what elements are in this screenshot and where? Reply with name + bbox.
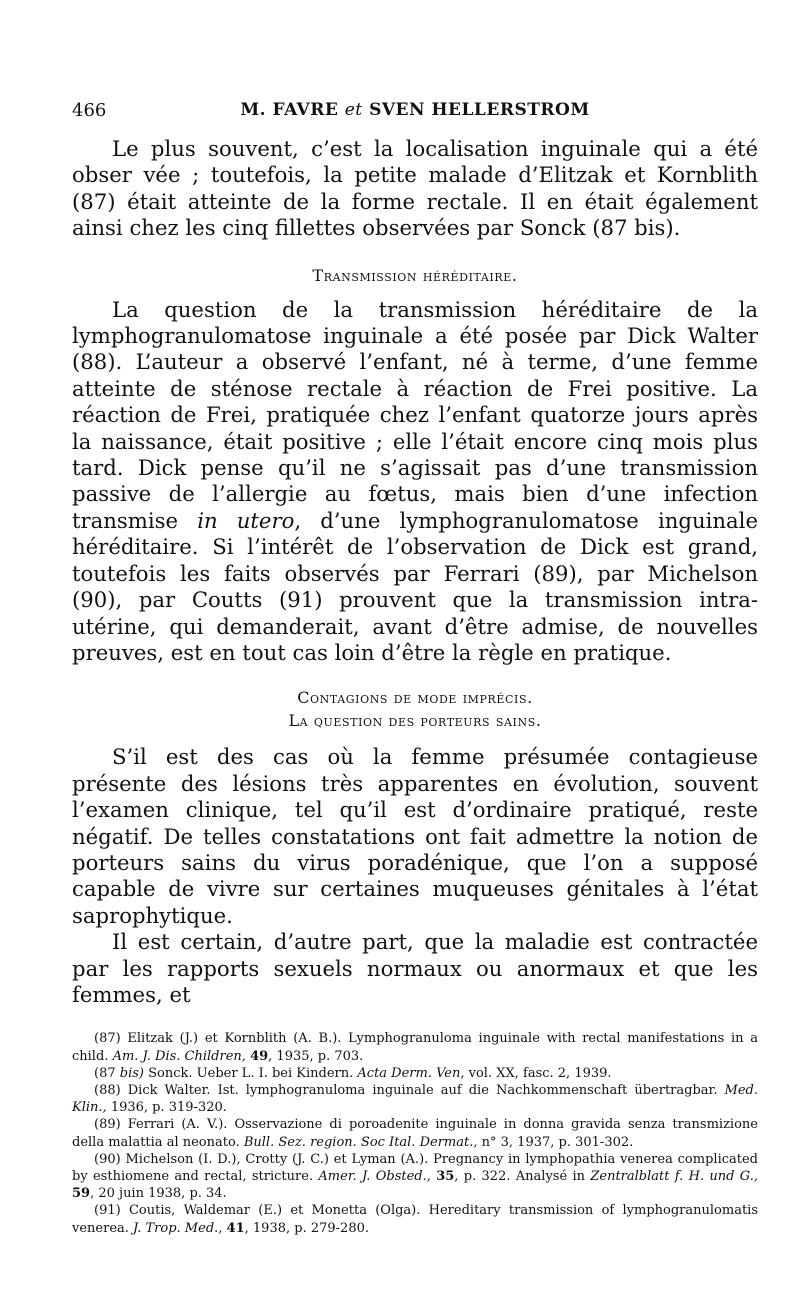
footnote-87-bis: (87 bis) Sonck. Ueber L. I. bei Kindern. Acta Derm. Ven, vol. XX, fasc. 2, 1939. xyxy=(94,1065,612,1081)
author-second: SVEN HELLERSTROM xyxy=(369,100,590,120)
section-heading-porteurs: La question des porteurs sains. xyxy=(288,711,542,731)
footnote-88: (88) Dick Walter. Ist. lymphogranuloma inguinale auf die Nachkommenschaft übertragbar. Med. Klin., 1936, p. 319-320. xyxy=(72,1082,758,1116)
footnote-87: (87) Elitzak (J.) et Kornblith (A. B.). Lymphogranuloma inguinale with rectal manifestations in a child. Am. J. Dis. Children, 49, 1935, p. 703. xyxy=(72,1031,758,1064)
footnote-90: (90) Michelson (I. D.), Crotty (J. C.) et Lyman (A.). Pregnancy in lymphopathia venerea complicated by esthiomene and rectal, stricture. Amer. J. Obsted., 35, p. 322. Analysé in Zentralblatt f. H. und G., 59, 20 juin 1938, p. 34. xyxy=(72,1151,758,1202)
paragraph-porteurs-sains: S’il est des cas où la femme présumée contagieuse présente des lésions très apparentes en évolution, souvent l’examen clinique, tel qu’il est d’ordinaire pratiqué, reste négatif. De telles constatations ont fait admettre la notion de porteurs sains du virus poradénique, que l’on a supposé capable de vivre sur certaines muqueuses génitales à l’état saprophytique. xyxy=(72,744,758,928)
section-heading-transmission: Transmission héréditaire. xyxy=(312,265,518,285)
paragraph-intro: Le plus souvent, c’est la localisation inguinale qui a été obser vée ; toutefois, la petite malade d’Elitzak et Kornblith (87) était atteinte de la forme rectale. Il en était également ainsi chez les cinq fillettes observées par Sonck (87 bis). xyxy=(72,136,758,241)
transmission-text-start: La question de la transmission héréditaire de la lymphogranulomatose inguinale a été posée par Dick Walter (88). L’auteur a observé l’enfant, né à terme, d’une femme atteinte de sténose rectale à réaction de Frei positive. La réaction de Frei, pratiquée chez l’enfant quatorze jours après la naissance, était positive ; elle l’était encore cinq mois plus tard. Dick pense qu’il ne s’agissait pas d’une transmission passive de l’allergie au fœtus, mais bien d’une infection transmise xyxy=(72,296,758,533)
paragraph-transmission xyxy=(72,297,758,667)
paragraph-rapports: Il est certain, d’autre part, que la maladie est contractée par les rapports sexuels normaux ou anormaux et que les femmes, et xyxy=(72,929,758,1007)
transmission-text-end: , d’une lymphogranulomatose inguinale héréditaire. Si l’intérêt de l’observation de Dick est grand, toutefois les faits observés par Ferrari (89), par Michelson (90), par Coutts (91) prouvent que la transmission intra-utérine, qui demanderait, avant d’être admise, de nouvelles preuves, est en tout cas loin d’être la règle en pratique. xyxy=(72,507,758,665)
footnotes xyxy=(72,1030,758,1236)
running-title xyxy=(72,100,758,120)
author-first: M. FAVRE xyxy=(240,100,339,120)
transmission-italic-phrase: in utero xyxy=(197,507,295,533)
author-joiner: et xyxy=(344,100,363,120)
section-heading-contagions: Contagions de mode imprécis. xyxy=(297,688,533,708)
footnote-91: (91) Coutis, Waldemar (E.) et Monetta (Olga). Hereditary transmission of lymphogranulomatis venerea. J. Trop. Med., 41, 1938, p. 279-280. xyxy=(72,1203,758,1236)
running-head xyxy=(72,100,758,128)
page xyxy=(72,100,758,1237)
page-number: 466 xyxy=(72,100,107,121)
footnote-89: (89) Ferrari (A. V.). Osservazione di poroadenite inguinale in donna gravida senza transmizione della malattia al neonato. Bull. Sez. region. Soc Ital. Dermat., n° 3, 1937, p. 301-302. xyxy=(72,1117,758,1150)
